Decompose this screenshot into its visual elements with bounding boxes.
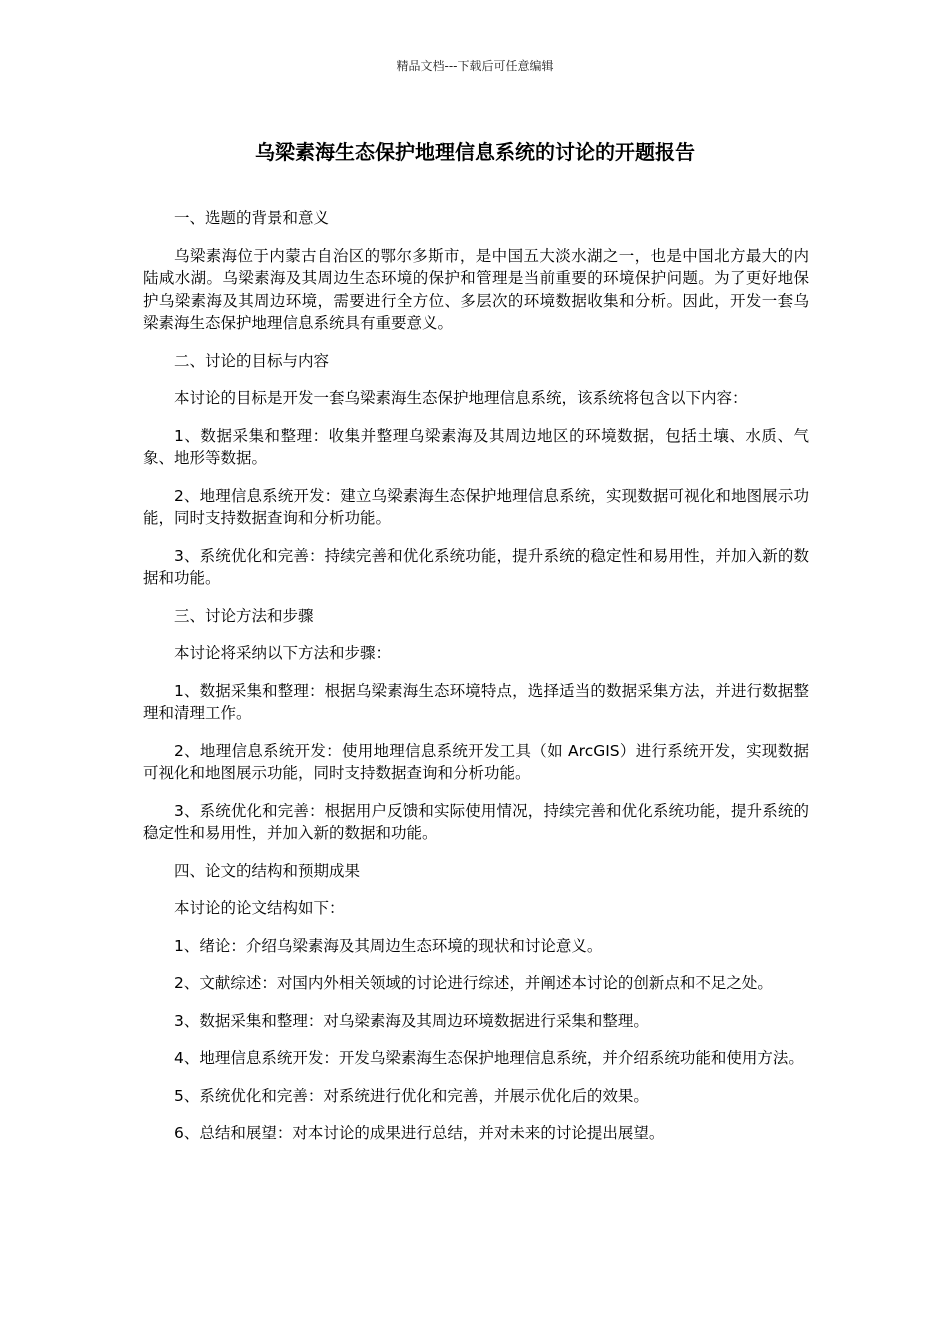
- list-item-goal-1: 1、数据采集和整理：收集并整理乌梁素海及其周边地区的环境数据，包括土壤、水质、气象、地形等数据。: [143, 426, 809, 467]
- list-item-structure-2: 2、文献综述：对国内外相关领域的讨论进行综述，并阐述本讨论的创新点和不足之处。: [174, 974, 773, 992]
- paragraph-structure-intro: 本讨论的论文结构如下：: [174, 899, 345, 917]
- section-heading-structure: 四、论文的结构和预期成果: [174, 861, 361, 880]
- list-item-structure-3: 3、数据采集和整理：对乌梁素海及其周边环境数据进行采集和整理。: [174, 1011, 649, 1030]
- list-item-method-2: 2、地理信息系统开发：使用地理信息系统开发工具（如 ArcGIS）进行系统开发，实现数据可视化和地图展示功能，同时支持数据查询和分析功能。: [143, 741, 809, 782]
- document-title: 乌梁素海生态保护地理信息系统的讨论的开题报告: [255, 140, 695, 164]
- list-item-structure-6: 6、总结和展望：对本讨论的成果进行总结，并对未来的讨论提出展望。: [174, 1124, 665, 1142]
- list-item-goal-3: 3、系统优化和完善：持续完善和优化系统功能，提升系统的稳定性和易用性，并加入新的数据和功能。: [143, 546, 809, 587]
- list-item-goal-2: 2、地理信息系统开发：建立乌梁素海生态保护地理信息系统，实现数据可视化和地图展示功能，同时支持数据查询和分析功能。: [143, 486, 809, 527]
- list-item-structure-4: 4、地理信息系统开发：开发乌梁素海生态保护地理信息系统，并介绍系统功能和使用方法。: [174, 1049, 804, 1067]
- section-heading-methods: 三、讨论方法和步骤: [174, 606, 314, 625]
- section-heading-background: 一、选题的背景和意义: [174, 209, 330, 227]
- header-note: 精品文档---下载后可任意编辑: [396, 59, 554, 73]
- list-item-structure-1: 1、绪论：介绍乌梁素海及其周边生态环境的现状和讨论意义。: [174, 936, 603, 955]
- paragraph-background: 乌梁素海位于内蒙古自治区的鄂尔多斯市，是中国五大淡水湖之一，也是中国北方最大的内陆咸水湖。乌梁素海及其周边生态环境的保护和管理是当前重要的环境保护问题。为了更好地保护乌梁素海及其周边环境，需要进行全方位、多层次的环境数据收集和分析。因此，开发一套乌梁素海生态保护地理信息系统具有重要意义。: [143, 246, 809, 332]
- list-item-method-1: 1、数据采集和整理：根据乌梁素海生态环境特点，选择适当的数据采集方法，并进行数据整理和清理工作。: [143, 681, 809, 722]
- document-body: [143, 207, 809, 1160]
- section-heading-goals: 二、讨论的目标与内容: [174, 351, 330, 370]
- paragraph-methods-intro: 本讨论将采纳以下方法和步骤：: [174, 644, 392, 662]
- paragraph-goals-intro: 本讨论的目标是开发一套乌梁素海生态保护地理信息系统，该系统将包含以下内容：: [174, 389, 748, 407]
- list-item-structure-5: 5、系统优化和完善：对系统进行优化和完善，并展示优化后的效果。: [174, 1086, 649, 1105]
- list-item-method-3: 3、系统优化和完善：根据用户反馈和实际使用情况，持续完善和优化系统功能，提升系统的稳定性和易用性，并加入新的数据和功能。: [143, 801, 809, 842]
